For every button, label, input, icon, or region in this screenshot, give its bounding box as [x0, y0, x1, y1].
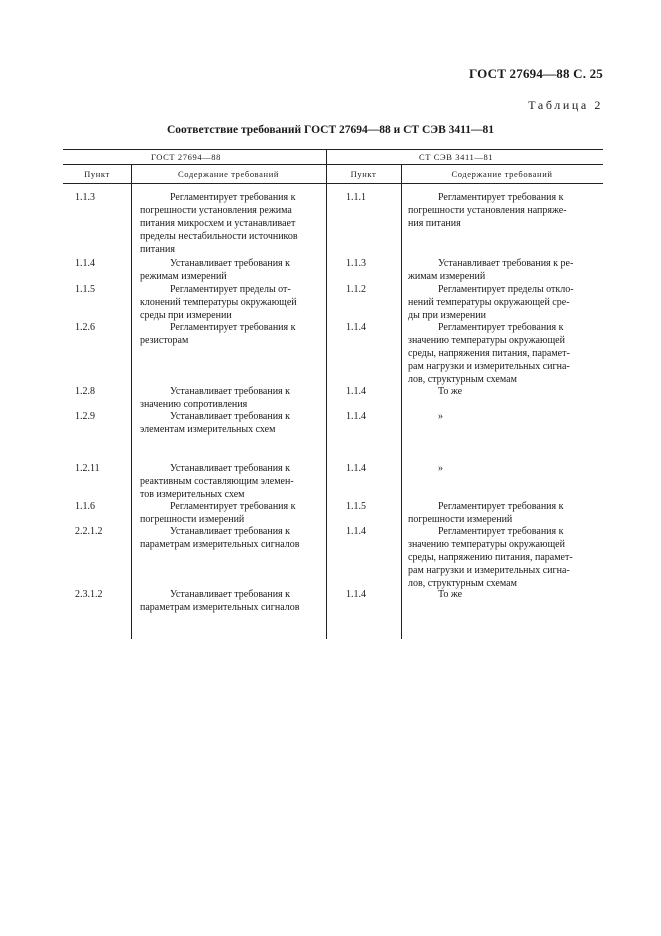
- sev-point: 1.1.4: [346, 386, 366, 397]
- sev-requirement: [408, 191, 598, 230]
- header-gost-point: Пункт: [84, 169, 110, 179]
- gost-point: 1.1.6: [75, 501, 95, 512]
- sev-requirement-line: рам нагрузки и измерительных сигна-: [408, 565, 570, 576]
- sev-requirement-line: Регламентирует пределы откло-: [438, 284, 574, 295]
- sev-requirement-line: лов, структурным схемам: [408, 578, 517, 589]
- sev-requirement-line: То же: [438, 386, 463, 397]
- sev-requirement-line: жимам измерений: [408, 271, 486, 282]
- gost-requirement: [140, 500, 320, 526]
- table-title: Соответствие требований ГОСТ 27694—88 и СТ СЭВ 3411—81: [167, 124, 494, 136]
- sev-requirement-line: Регламентирует требования к: [438, 192, 564, 203]
- header-gost-content: Содержание требований: [178, 169, 279, 179]
- gost-point: 1.1.4: [75, 258, 95, 269]
- gost-point: 1.1.5: [75, 284, 95, 295]
- sev-point: 1.1.4: [346, 411, 366, 422]
- gost-point: 1.2.8: [75, 386, 95, 397]
- sev-requirement: [408, 283, 598, 322]
- sev-point: 1.1.3: [346, 258, 366, 269]
- gost-requirement: [140, 462, 320, 501]
- gost-requirement-line: режимам измерений: [140, 271, 227, 282]
- gost-requirement-line: параметрам измерительных сигналов: [140, 602, 300, 613]
- sev-requirement-line: »: [438, 411, 443, 422]
- gost-requirement-line: погрешности измерений: [140, 514, 245, 525]
- sev-requirement-line: нений температуры окружающей сре-: [408, 297, 570, 308]
- sev-requirement-line: Устанавливает требования к ре-: [438, 258, 574, 269]
- sev-requirement: [408, 410, 598, 423]
- sev-point: 1.1.4: [346, 589, 366, 600]
- gost-requirement-line: Регламентирует требования к: [170, 322, 296, 333]
- sev-requirement-line: погрешности измерений: [408, 514, 513, 525]
- sev-requirement: [408, 588, 598, 601]
- sev-point: 1.1.4: [346, 463, 366, 474]
- header-gost-standard: ГОСТ 27694—88: [151, 152, 221, 162]
- sev-requirement-line: Регламентирует требования к: [438, 526, 564, 537]
- sev-point: 1.1.4: [346, 526, 366, 537]
- gost-requirement-line: Устанавливает требования к: [170, 386, 291, 397]
- sev-requirement: [408, 385, 598, 398]
- sev-requirement-line: среды, напряжению питания, парамет-: [408, 552, 573, 563]
- gost-point: 2.2.1.2: [75, 526, 103, 537]
- gost-requirement-line: Устанавливает требования к: [170, 526, 291, 537]
- gost-requirement-line: питания микросхем и устанавливает: [140, 218, 296, 229]
- group-header-rule: [63, 164, 603, 165]
- gost-requirement-line: Регламентирует пределы от-: [170, 284, 291, 295]
- sev-requirement-line: лов, структурным схемам: [408, 374, 517, 385]
- sev-requirement: [408, 500, 598, 526]
- sev-requirement-line: То же: [438, 589, 463, 600]
- gost-requirement: [140, 385, 320, 411]
- gost-requirement: [140, 588, 320, 614]
- gost-requirement-line: значению сопротивления: [140, 399, 248, 410]
- gost-requirement-line: реактивным составляющим элемен-: [140, 476, 294, 487]
- gost-requirement-line: питания: [140, 244, 175, 255]
- gost-requirement-line: Регламентирует требования к: [170, 501, 296, 512]
- gost-requirement-line: Устанавливает требования к: [170, 258, 291, 269]
- gost-requirement-line: Устанавливает требования к: [170, 589, 291, 600]
- gost-requirement: [140, 410, 320, 436]
- sev-requirement-line: погрешности установления напряже-: [408, 205, 567, 216]
- sev-requirement-line: ды при измерении: [408, 310, 486, 321]
- gost-point: 1.2.9: [75, 411, 95, 422]
- sev-requirement-line: Регламентирует требования к: [438, 501, 564, 512]
- gost-requirement-line: Устанавливает требования к: [170, 411, 291, 422]
- table-top-rule: [63, 149, 603, 150]
- sev-point: 1.1.1: [346, 192, 366, 203]
- sev-requirement: [408, 321, 598, 386]
- gost-point: 2.3.1.2: [75, 589, 103, 600]
- gost-requirement-line: параметрам измерительных сигналов: [140, 539, 300, 550]
- page-reference: ГОСТ 27694—88 С. 25: [469, 66, 603, 81]
- gost-point: 1.1.3: [75, 192, 95, 203]
- sev-point: 1.1.2: [346, 284, 366, 295]
- gost-requirement-line: клонений температуры окружающей: [140, 297, 297, 308]
- gost-requirement-line: элементам измерительных схем: [140, 424, 276, 435]
- sev-requirement-line: »: [438, 463, 443, 474]
- gost-requirement: [140, 321, 320, 347]
- gost-requirement-line: тов измерительных схем: [140, 489, 245, 500]
- gost-requirement: [140, 257, 320, 283]
- sev-requirement-line: Регламентирует требования к: [438, 322, 564, 333]
- header-sev-standard: СТ СЭВ 3411—81: [419, 152, 494, 162]
- sev-requirement-line: среды, напряжения питания, парамет-: [408, 348, 570, 359]
- header-sev-point: Пункт: [350, 169, 377, 179]
- sev-requirement: [408, 462, 598, 475]
- sev-requirement-line: значению температуры окружающей: [408, 539, 565, 550]
- sev-point: 1.1.4: [346, 322, 366, 333]
- gost-point: 1.2.11: [75, 463, 100, 474]
- sev-requirement-line: ния питания: [408, 218, 461, 229]
- gost-requirement-line: Регламентирует требования к: [170, 192, 296, 203]
- sev-requirement: [408, 257, 598, 283]
- sev-requirement-line: значению температуры окружающей: [408, 335, 565, 346]
- table-label: Таблица 2: [528, 98, 603, 112]
- gost-requirement: [140, 191, 320, 256]
- gost-point: 1.2.6: [75, 322, 95, 333]
- sev-point: 1.1.5: [346, 501, 366, 512]
- gost-requirement-line: погрешности установления режима: [140, 205, 292, 216]
- gost-requirement-line: среды при измерении: [140, 310, 232, 321]
- gost-requirement-line: пределы нестабильности источников: [140, 231, 298, 242]
- sev-requirement: [408, 525, 598, 590]
- gost-requirement: [140, 525, 320, 551]
- gost-requirement: [140, 283, 320, 322]
- header-sev-content: Содержание требований: [451, 169, 553, 179]
- gost-requirement-line: резисторам: [140, 335, 189, 346]
- sev-requirement-line: рам нагрузки и измерительных сигна-: [408, 361, 570, 372]
- gost-requirement-line: Устанавливает требования к: [170, 463, 291, 474]
- column-header-rule: [63, 183, 603, 184]
